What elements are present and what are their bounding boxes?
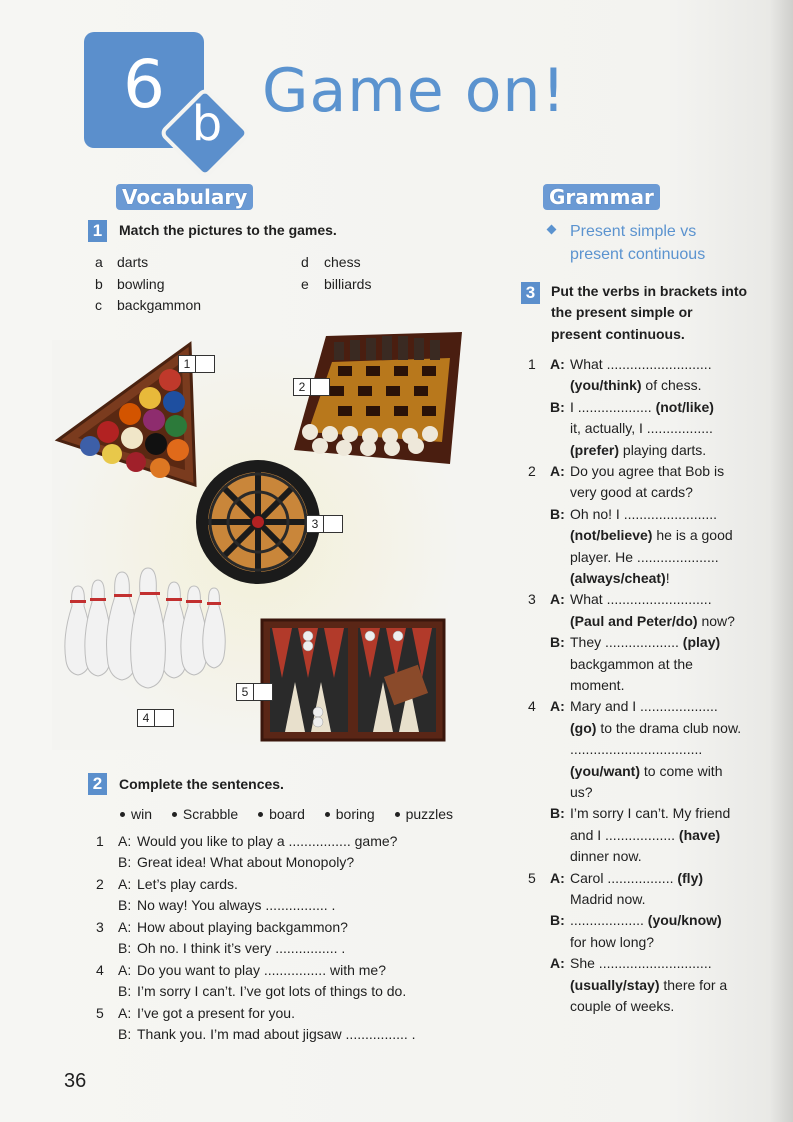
speaker-label: A: xyxy=(550,869,565,886)
speaker-label: B: xyxy=(550,912,565,929)
verb-prompt: (go) xyxy=(570,719,597,736)
word-bank-item: puzzles xyxy=(395,806,453,822)
option-word: chess xyxy=(324,254,361,270)
dialogue-line xyxy=(570,656,693,672)
dialogue-line xyxy=(570,570,670,586)
exercise-3-instruction: Put the verbs in brackets into xyxy=(551,283,748,299)
item-number: 1 xyxy=(528,356,536,372)
exercise-1-number: 1 xyxy=(88,220,107,242)
speaker-label: B: xyxy=(550,634,565,651)
grammar-tag: Grammar xyxy=(543,184,660,210)
dialogue-line xyxy=(570,805,730,821)
exercise-3-instruction: the present simple or xyxy=(551,304,693,320)
speaker-label: A: xyxy=(550,698,565,715)
verb-prompt: (fly) xyxy=(673,869,704,886)
dialogue-line xyxy=(570,463,724,479)
speaker-label: A: xyxy=(550,463,565,479)
line-text: moment. xyxy=(570,677,625,693)
line-text: to come with xyxy=(640,762,723,779)
grammar-point-line: present continuous xyxy=(570,246,706,263)
picture-label-3: 3 xyxy=(306,515,343,533)
line-text: They ................... xyxy=(570,634,679,651)
dialogue-line xyxy=(570,720,741,736)
verb-prompt: (you/think) xyxy=(570,377,642,394)
unit-letter: b xyxy=(191,96,223,152)
dialogue-line xyxy=(570,377,701,393)
line-text: and I .................. xyxy=(570,826,676,843)
dialogue-line xyxy=(570,891,645,907)
item-number: 3 xyxy=(528,591,536,608)
option-letter: d xyxy=(301,254,309,270)
dialogue-line xyxy=(570,870,703,886)
line-text: of chess. xyxy=(641,377,702,394)
dialogue-line: No way! You always ................ . xyxy=(137,897,336,913)
verb-prompt: (you/know) xyxy=(643,912,722,929)
verb-prompt: (prefer) xyxy=(570,441,620,458)
speaker-a: A: xyxy=(118,962,132,978)
dialogue-line xyxy=(570,677,624,693)
line-text: us? xyxy=(570,784,593,800)
speaker-label: A: xyxy=(550,591,565,608)
verb-prompt: (not/believe) xyxy=(570,527,653,544)
dialogue-line xyxy=(570,784,593,800)
speaker-label: A: xyxy=(550,955,565,972)
line-text: for how long? xyxy=(570,933,655,950)
dialogue-line: How about playing backgammon? xyxy=(137,919,348,935)
exercise-2-number: 2 xyxy=(88,773,107,795)
line-text: ................... xyxy=(570,912,644,929)
speaker-b: B: xyxy=(118,1026,132,1042)
dialogue-line xyxy=(570,827,720,843)
dialogue-line xyxy=(570,763,722,779)
speaker-b: B: xyxy=(118,897,132,913)
dialogue-line: I’m sorry I can’t. I’ve got lots of things to do. xyxy=(137,983,407,999)
vocabulary-tag: Vocabulary xyxy=(116,184,253,210)
dialogue-line: Great idea! What about Monopoly? xyxy=(137,854,355,870)
item-number: 1 xyxy=(96,833,104,849)
line-text: he is a good xyxy=(652,527,733,544)
verb-prompt: (usually/stay) xyxy=(570,976,660,993)
line-text: to the drama club now. xyxy=(596,719,742,736)
dialogue-line xyxy=(570,420,713,436)
backgammon-picture xyxy=(258,616,448,744)
word-bank-item: boring xyxy=(325,806,375,822)
word-bank-item: board xyxy=(258,806,305,822)
word-bank xyxy=(120,806,467,822)
speaker-a: A: xyxy=(118,919,132,935)
dialogue-line: Would you like to play a ................ game? xyxy=(137,833,398,849)
dialogue-line xyxy=(570,591,712,607)
option-letter: e xyxy=(301,276,309,292)
dialogue-line xyxy=(570,741,702,757)
line-text: it, actually, I ................. xyxy=(570,420,713,437)
picture-label-2: 2 xyxy=(293,378,330,396)
grammar-point xyxy=(570,220,705,266)
picture-label-5: 5 xyxy=(236,683,273,701)
dialogue-line xyxy=(570,549,719,565)
speaker-label: B: xyxy=(550,398,565,415)
line-text: Do you agree that Bob is xyxy=(570,463,725,479)
unit-number: 6 xyxy=(123,46,165,123)
dialogue-line xyxy=(570,848,642,864)
dialogue-line xyxy=(570,955,712,971)
dialogue-line xyxy=(570,527,733,543)
speaker-a: A: xyxy=(118,833,132,849)
option-letter: b xyxy=(95,276,103,292)
diamond-bullet-icon xyxy=(547,225,557,235)
dialogue-line: Oh no. I think it’s very ................ . xyxy=(137,940,346,956)
word-bank-item: Scrabble xyxy=(172,806,238,822)
exercise-3-instruction: present continuous. xyxy=(551,326,685,342)
dialogue-line xyxy=(570,634,720,650)
line-text: backgammon at the xyxy=(570,655,693,672)
dialogue-line: Let’s play cards. xyxy=(137,876,238,892)
speaker-label: A: xyxy=(550,356,565,372)
dialogue-line: I’ve got a present for you. xyxy=(137,1005,295,1021)
dialogue-line xyxy=(570,977,727,993)
picture-label-1: 1 xyxy=(178,355,215,373)
item-number: 4 xyxy=(96,962,104,978)
speaker-b: B: xyxy=(118,983,132,999)
dialogue-line xyxy=(570,998,674,1014)
line-text: Madrid now. xyxy=(570,891,646,907)
line-text: dinner now. xyxy=(570,848,642,865)
exercise-2-instruction: Complete the sentences. xyxy=(119,776,284,792)
verb-prompt: (play) xyxy=(678,634,721,651)
line-text: What ........................... xyxy=(570,356,712,372)
exercise-3-number: 3 xyxy=(521,282,540,304)
line-text: player. He ..................... xyxy=(570,548,719,565)
dialogue-line: Do you want to play ................ with me? xyxy=(137,962,386,978)
option-letter: a xyxy=(95,254,103,270)
dialogue-line xyxy=(570,613,735,629)
line-text: What ........................... xyxy=(570,591,712,608)
dialogue-line xyxy=(570,506,717,522)
speaker-label: B: xyxy=(550,505,565,522)
exercise-1-instruction: Match the pictures to the games. xyxy=(119,222,337,238)
line-text: .................................. xyxy=(570,741,703,758)
line-text: Mary and I .................... xyxy=(570,698,718,715)
speaker-a: A: xyxy=(118,1005,132,1021)
line-text: ! xyxy=(665,570,670,586)
dialogue-line xyxy=(570,356,712,372)
speaker-b: B: xyxy=(118,940,132,956)
word-bank-item: win xyxy=(120,806,152,822)
line-text: now? xyxy=(697,612,735,629)
option-word: backgammon xyxy=(117,297,202,313)
picture-label-4: 4 xyxy=(137,709,174,727)
page-number: 36 xyxy=(64,1070,87,1092)
item-number: 2 xyxy=(528,463,536,479)
dialogue-line xyxy=(570,934,654,950)
verb-prompt: (always/cheat) xyxy=(570,570,666,586)
option-word: billiards xyxy=(324,276,372,292)
dialogue-line xyxy=(570,912,722,928)
bowling-picture xyxy=(58,566,233,706)
verb-prompt: (not/like) xyxy=(651,398,714,415)
line-text: couple of weeks. xyxy=(570,998,675,1014)
chess-picture xyxy=(290,322,465,477)
item-number: 4 xyxy=(528,698,536,715)
verb-prompt: (Paul and Peter/do) xyxy=(570,612,698,629)
grammar-point-line: Present simple vs xyxy=(570,223,697,240)
option-word: bowling xyxy=(117,276,165,292)
line-text: I ................... xyxy=(570,398,652,415)
dialogue-line xyxy=(570,399,714,415)
page-title: Game on! xyxy=(262,56,567,126)
line-text: very good at cards? xyxy=(570,484,693,501)
option-letter: c xyxy=(95,297,102,313)
speaker-a: A: xyxy=(118,876,132,892)
item-number: 3 xyxy=(96,919,104,935)
item-number: 5 xyxy=(528,869,536,886)
item-number: 2 xyxy=(96,876,104,892)
verb-prompt: (have) xyxy=(675,826,721,843)
item-number: 5 xyxy=(96,1005,104,1021)
line-text: She ............................. xyxy=(570,955,712,972)
verb-prompt: (you/want) xyxy=(570,762,640,779)
option-word: darts xyxy=(117,254,149,270)
line-text: there for a xyxy=(659,976,728,993)
line-text: Oh no! I ........................ xyxy=(570,505,718,522)
line-text: playing darts. xyxy=(619,441,707,458)
dialogue-line xyxy=(570,698,718,714)
dialogue-line xyxy=(570,484,693,500)
speaker-b: B: xyxy=(118,854,132,870)
dialogue-line xyxy=(570,442,706,458)
dialogue-line: Thank you. I’m mad about jigsaw ................ . xyxy=(137,1026,416,1042)
line-text: I’m sorry I can’t. My friend xyxy=(570,805,731,822)
speaker-label: B: xyxy=(550,805,565,822)
line-text: Carol ................. xyxy=(570,869,674,886)
